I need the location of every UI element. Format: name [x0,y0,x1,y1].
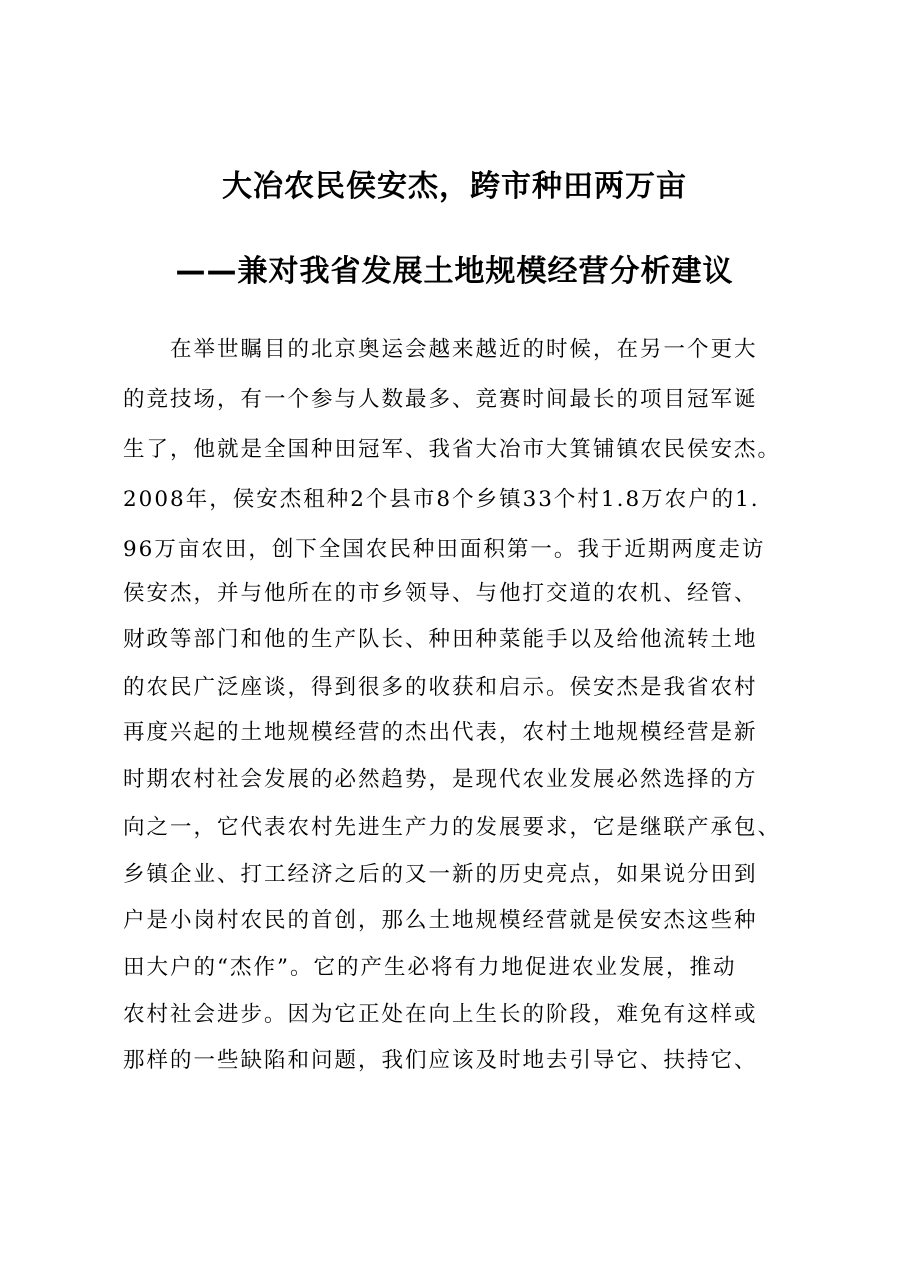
body-line: 在举世瞩目的北京奥运会越来越近的时候，在另一个更大 [123,337,758,362]
body-line: 财政等部门和他的生产队长、种田种菜能手以及给他流转土地 [123,627,758,652]
body-line: 的农民广泛座谈，得到很多的收获和启示。侯安杰是我省农村 [123,675,758,700]
body-line: 乡镇企业、打工经济之后的又一新的历史亮点，如果说分田到 [123,862,758,887]
body-line: 户是小岗村农民的首创，那么土地规模经营就是侯安杰这些种 [123,908,758,933]
body-line: 生了，他就是全国种田冠军、我省大冶市大箕铺镇农民侯安杰。 [123,437,782,462]
body-line: 田大户的“杰作”。它的产生必将有力地促进农业发展，推动 [123,955,737,980]
body-line: 时期农村社会发展的必然趋势，是现代农业发展必然选择的方 [123,767,758,792]
body-line: 96万亩农田，创下全国农民种田面积第一。我于近期两度走访 [123,537,766,562]
body-line: 2008年，侯安杰租种2个县市8个乡镇33个村1.8万农户的1. [123,487,760,512]
document-subtitle: ——兼对我省发展土地规模经营分析建议 [175,254,734,289]
body-line: 向之一，它代表农村先进生产力的发展要求，它是继联产承包、 [123,815,782,840]
body-line: 农村社会进步。因为它正处在向上生长的阶段，难免有这样或 [123,1002,758,1027]
body-line: 的竞技场，有一个参与人数最多、竞赛时间最长的项目冠军诞 [123,387,758,412]
body-line: 再度兴起的土地规模经营的杰出代表，农村土地规模经营是新 [123,720,758,745]
document-title: 大冶农民侯安杰，跨市种田两万亩 [222,169,687,204]
body-line: 那样的一些缺陷和问题，我们应该及时地去引导它、扶持它、 [123,1048,758,1073]
body-line: 侯安杰，并与他所在的市乡领导、与他打交道的农机、经管、 [123,581,758,606]
